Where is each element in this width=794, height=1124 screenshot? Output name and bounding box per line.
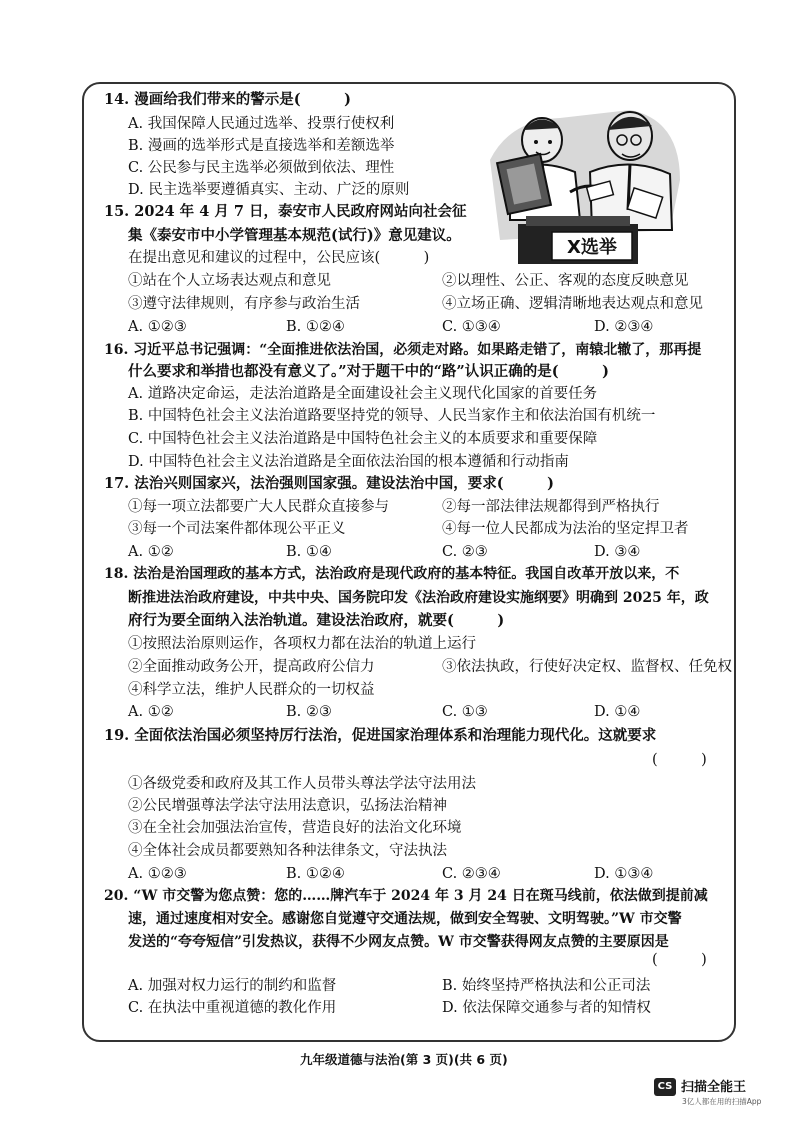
q17-answer-d: D. ③④ <box>594 544 641 560</box>
q16-stem-line-1: 16. 习近平总书记强调：“全面推进依法治国，必须走对路。如果路走错了，南辕北辙了，那再提 <box>104 342 702 358</box>
q15-stem-line-1: 15. 2024 年 4 月 7 日，泰安市人民政府网站向社会征 <box>104 203 467 220</box>
q20-stem-line-2: 速，通过速度相对安全。感谢您自觉遵守交通法规，做到安全驾驶、文明驾驶。”W 市交警 <box>128 911 682 927</box>
q14-stem: 14. 漫画给我们带来的警示是( ) <box>104 91 351 108</box>
q17-answer-c: C. ②③ <box>442 544 488 560</box>
q17-answer-a: A. ①② <box>128 544 174 560</box>
camscanner-logo-icon: CS <box>654 1078 676 1096</box>
q18-stem-line-1: 18. 法治是治国理政的基本方式，法治政府是现代政府的基本特征。我国自改革开放以来，不 <box>104 566 680 582</box>
q19-answer-d: D. ①③④ <box>594 866 654 882</box>
q16-option-c: C. 中国特色社会主义法治道路是中国特色社会主义的本质要求和重要保障 <box>128 431 598 447</box>
q20-option-b: B. 始终坚持严格执法和公正司法 <box>442 978 651 994</box>
q18-item-3: ③依法执政，行使好决定权、监督权、任免权 <box>442 659 732 675</box>
election-cartoon <box>480 100 688 268</box>
q15-answer-b: B. ①②④ <box>286 319 345 335</box>
q18-item-2: ②全面推动政务公开，提高政府公信力 <box>128 659 375 675</box>
q20-answer-blank: ( ) <box>652 952 707 968</box>
q18-answer-b: B. ②③ <box>286 704 332 720</box>
q19-item-1: ①各级党委和政府及其工作人员带头尊法学法守法用法 <box>128 776 476 792</box>
q15-item-3: ③遵守法律规则，有序参与政治生活 <box>128 296 360 312</box>
q15-stem-line-2: 集《泰安市中小学管理基本规范(试行)》意见建议。 <box>128 227 461 244</box>
q16-option-d: D. 中国特色社会主义法治道路是全面依法治国的根本遵循和行动指南 <box>128 454 569 470</box>
q19-item-2: ②公民增强尊法学法守法用法意识，弘扬法治精神 <box>128 798 447 814</box>
q17-stem: 17. 法治兴则国家兴，法治强则国家强。建设法治中国，要求( ) <box>104 475 554 492</box>
q19-item-3: ③在全社会加强法治宣传，营造良好的法治文化环境 <box>128 820 462 836</box>
camscanner-name: 扫描全能王 <box>681 1080 747 1095</box>
q14-option-b: B. 漫画的选举形式是直接选举和差额选举 <box>128 138 395 154</box>
page-footer: 九年级道德与法治(第 3 页)(共 6 页) <box>300 1052 508 1067</box>
q18-stem-line-3: 府行为要全面纳入法治轨道。建设法治政府，就要( ) <box>128 612 505 629</box>
q15-item-1: ①站在个人立场表达观点和意见 <box>128 273 331 289</box>
q19-answer-b: B. ①②④ <box>286 866 345 882</box>
q20-stem-line-3: 发送的“夸夸短信”引发热议，获得不少网友点赞。W 市交警获得网友点赞的主要原因是 <box>128 934 669 950</box>
q16-stem-line-2: 什么要求和举措也都没有意义了。”对于题干中的“路”认识正确的是( ) <box>128 363 609 380</box>
q18-answer-d: D. ①④ <box>594 704 641 720</box>
q17-item-4: ④每一位人民都成为法治的坚定捍卫者 <box>442 521 689 537</box>
q15-item-2: ②以理性、公正、客观的态度反映意见 <box>442 273 689 289</box>
q20-option-d: D. 依法保障交通参与者的知情权 <box>442 1000 651 1016</box>
q16-option-b: B. 中国特色社会主义法治道路要坚持党的领导、人民当家作主和依法治国有机统一 <box>128 408 656 424</box>
q18-answer-c: C. ①③ <box>442 704 488 720</box>
q18-item-4: ④科学立法，维护人民群众的一切权益 <box>128 682 375 698</box>
q15-answer-c: C. ①③④ <box>442 319 501 335</box>
q18-answer-a: A. ①② <box>128 704 174 720</box>
q16-option-a: A. 道路决定命运，走法治道路是全面建设社会主义现代化国家的首要任务 <box>128 386 598 402</box>
q20-stem-line-1: 20. “W 市交警为您点赞：您的……牌汽车于 2024 年 3 月 24 日在斑马线前，依法做到提前减 <box>104 888 708 904</box>
cartoon-caption: X选举 <box>567 237 617 258</box>
q19-answer-a: A. ①②③ <box>128 866 187 882</box>
q18-item-1: ①按照法治原则运作，各项权力都在法治的轨道上运行 <box>128 636 476 652</box>
q14-option-a: A. 我国保障人民通过选举、投票行使权利 <box>128 116 395 132</box>
q18-stem-line-2: 断推进法治政府建设，中共中央、国务院印发《法治政府建设实施纲要》明确到 2025 年，政 <box>128 590 709 606</box>
q19-item-4: ④全体社会成员都要熟知各种法律条文，守法执法 <box>128 843 447 859</box>
q14-option-c: C. 公民参与民主选举必须做到依法、理性 <box>128 160 395 176</box>
q17-item-1: ①每一项立法都要广大人民群众直接参与 <box>128 499 389 515</box>
camscanner-tagline: 3亿人都在用的扫描App <box>682 1097 762 1106</box>
q20-option-a: A. 加强对权力运行的制约和监督 <box>128 978 337 994</box>
q17-answer-b: B. ①④ <box>286 544 332 560</box>
q19-answer-c: C. ②③④ <box>442 866 501 882</box>
q19-answer-blank: ( ) <box>652 752 707 768</box>
q15-stem-line-3: 在提出意见和建议的过程中，公民应该( ) <box>128 250 430 266</box>
q15-item-4: ④立场正确、逻辑清晰地表达观点和意见 <box>442 296 703 312</box>
q17-item-2: ②每一部法律法规都得到严格执行 <box>442 499 660 515</box>
q14-option-d: D. 民主选举要遵循真实、主动、广泛的原则 <box>128 182 410 198</box>
q15-answer-a: A. ①②③ <box>128 319 187 335</box>
q20-option-c: C. 在执法中重视道德的教化作用 <box>128 1000 337 1016</box>
q15-answer-d: D. ②③④ <box>594 319 654 335</box>
q19-stem: 19. 全面依法治国必须坚持厉行法治，促进国家治理体系和治理能力现代化。这就要求 <box>104 727 657 744</box>
q17-item-3: ③每一个司法案件都体现公平正义 <box>128 521 346 537</box>
